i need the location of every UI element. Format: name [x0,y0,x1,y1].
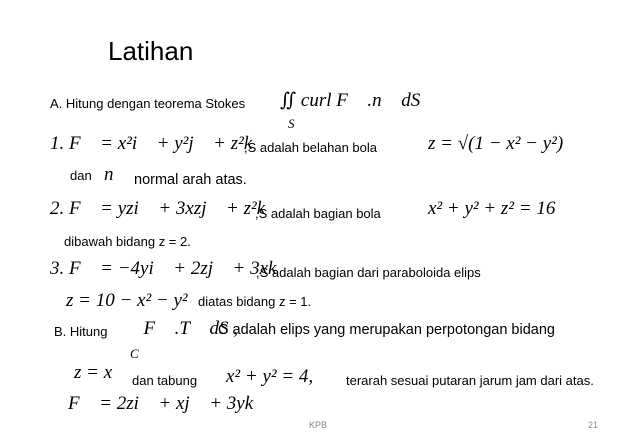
problem-3-note: diatas bidang z = 1. [198,294,312,309]
footer-label: KPB [309,420,328,430]
problem-2-formula: 2. F⃗ = yzi⃗ + 3xzj⃗ + z²k⃗ [50,198,280,219]
page-number: 21 [588,420,599,430]
problem-1-condition: ,S adalah belahan bola [244,140,378,155]
problem-3-condition: ,S adalah bagian dari paraboloida elips [256,265,481,280]
problem-2-surface: x² + y² + z² = 16 [428,198,556,219]
plane-equation: z = x [74,362,113,383]
problem-3-surface: z = 10 − x² − y² [66,290,188,311]
line-integral: ∮ F⃗ .T⃗ dS , [124,318,239,339]
problem-2-note: dibawah bidang z = 2. [64,234,191,249]
problem-1-note-prefix: dan [70,168,92,183]
slide-title: Latihan [108,36,194,66]
problem-1-formula: 1. F⃗ = x²i⃗ + y²j⃗ + z²k⃗ [50,133,268,154]
section-a-label: A. Hitung dengan teorema Stokes [50,96,246,111]
vector-field: F⃗ = 2zi⃗ + xj⃗ + 3yk⃗ [68,393,268,414]
section-b-label: B. Hitung [54,324,108,339]
stokes-surface-integral: ∬ curl F⃗ .n⃗ dS [280,90,421,111]
section-b-direction: terarah sesuai putaran jarum jam dari atas. [346,373,594,388]
cylinder-equation: x² + y² = 4, [226,366,314,387]
normal-vector-symbol: n⃗ [104,164,129,185]
section-b-connector: dan tabung [132,373,198,388]
section-b-description: C adalah elips yang merupakan perpotongan bidang [218,322,555,338]
line-integral-subscript: C [130,346,139,361]
problem-2-condition: ,S adalah bagian bola [255,206,381,221]
problem-3-formula: 3. F⃗ = −4yi⃗ + 2zj⃗ + 3xk⃗ [50,258,292,279]
problem-1-surface: z = √(1 − x² − y²) [428,133,564,154]
stokes-integral-subscript: S [288,116,295,131]
problem-1-note-suffix: normal arah atas. [134,172,247,188]
